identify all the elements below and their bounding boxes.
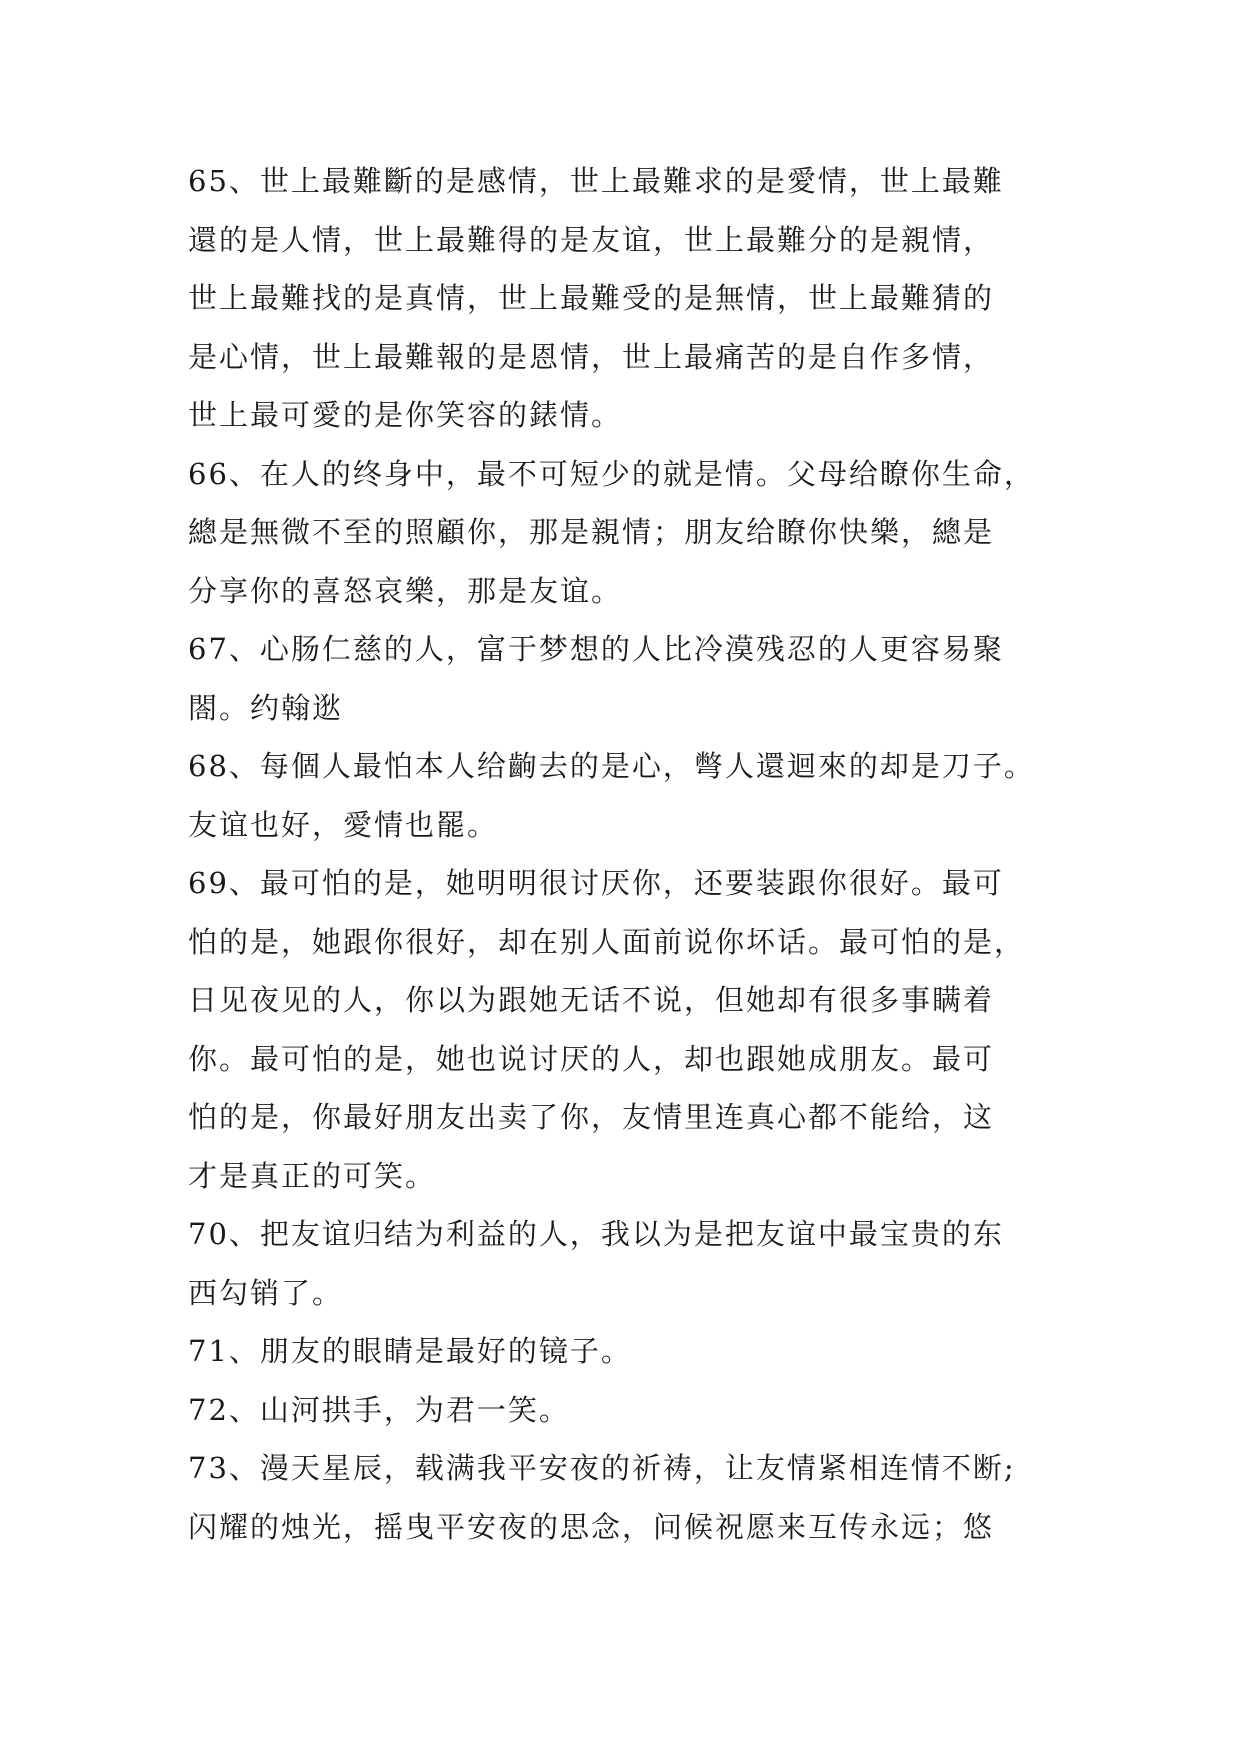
text-line: 是心情，世上最難報的是恩情，世上最痛苦的是自作多情， (188, 339, 995, 374)
text-line: 世上最難找的是真情，世上最難受的是無情，世上最難猜的 (188, 281, 995, 315)
text-line: 67、心肠仁慈的人，富于梦想的人比冷漠残忍的人更容易聚 (188, 632, 1004, 666)
text-line: 西勾销了。 (188, 1275, 344, 1310)
paragraph-68 (188, 737, 1068, 854)
text-line: 70、把友谊归结为利益的人，我以为是把友谊中最宝贵的东 (188, 1217, 1004, 1251)
paragraph-71 (188, 1322, 1068, 1381)
text-line: 72、山河拱手，为君一笑。 (188, 1392, 570, 1427)
text-line: 71、朋友的眼睛是最好的镜子。 (188, 1334, 632, 1368)
text-line: 友谊也好，愛情也罷。 (188, 807, 499, 842)
text-line: 68、每個人最怕本人给齣去的是心，彆人還迴來的却是刀子。 (188, 749, 1035, 783)
paragraph-70 (188, 1205, 1068, 1322)
text-line: 你。最可怕的是，她也说讨厌的人，却也跟她成朋友。最可 (188, 1041, 995, 1076)
text-line: 怕的是，她跟你很好，却在别人面前说你坏话。最可怕的是， (188, 924, 1026, 959)
paragraph-72 (188, 1381, 1068, 1440)
paragraph-67 (188, 620, 1068, 737)
paragraph-65 (188, 152, 1068, 445)
text-line: 閤。约翰逖 (188, 690, 344, 725)
text-line: 世上最可愛的是你笑容的錶情。 (188, 398, 623, 432)
paragraph-73 (188, 1439, 1068, 1556)
text-line: 怕的是，你最好朋友出卖了你，友情里连真心都不能给，这 (188, 1100, 995, 1134)
text-line: 總是無微不至的照顧你，那是親情；朋友给瞭你快樂，總是 (188, 515, 995, 549)
text-line: 65、世上最難斷的是感情，世上最難求的是愛情，世上最難 (188, 164, 1004, 198)
text-line: 日见夜见的人，你以为跟她无话不说，但她却有很多事瞒着 (188, 983, 995, 1017)
text-line: 還的是人情，世上最難得的是友谊，世上最難分的是親情， (188, 222, 995, 257)
text-line: 才是真正的可笑。 (188, 1158, 437, 1193)
document-body (188, 152, 1068, 1556)
text-line: 69、最可怕的是，她明明很讨厌你，还要装跟你很好。最可 (188, 866, 1004, 900)
text-line: 分享你的喜怒哀樂，那是友谊。 (188, 573, 623, 608)
paragraph-69 (188, 854, 1068, 1205)
paragraph-66 (188, 445, 1068, 621)
text-line: 73、漫天星辰，载满我平安夜的祈祷，让友情紧相连情不断; (188, 1451, 1016, 1485)
text-line: 66、在人的终身中，最不可短少的就是情。父母给瞭你生命， (188, 456, 1035, 491)
text-line: 闪耀的烛光，摇曳平安夜的思念，问候祝愿来互传永远；悠 (188, 1509, 995, 1544)
